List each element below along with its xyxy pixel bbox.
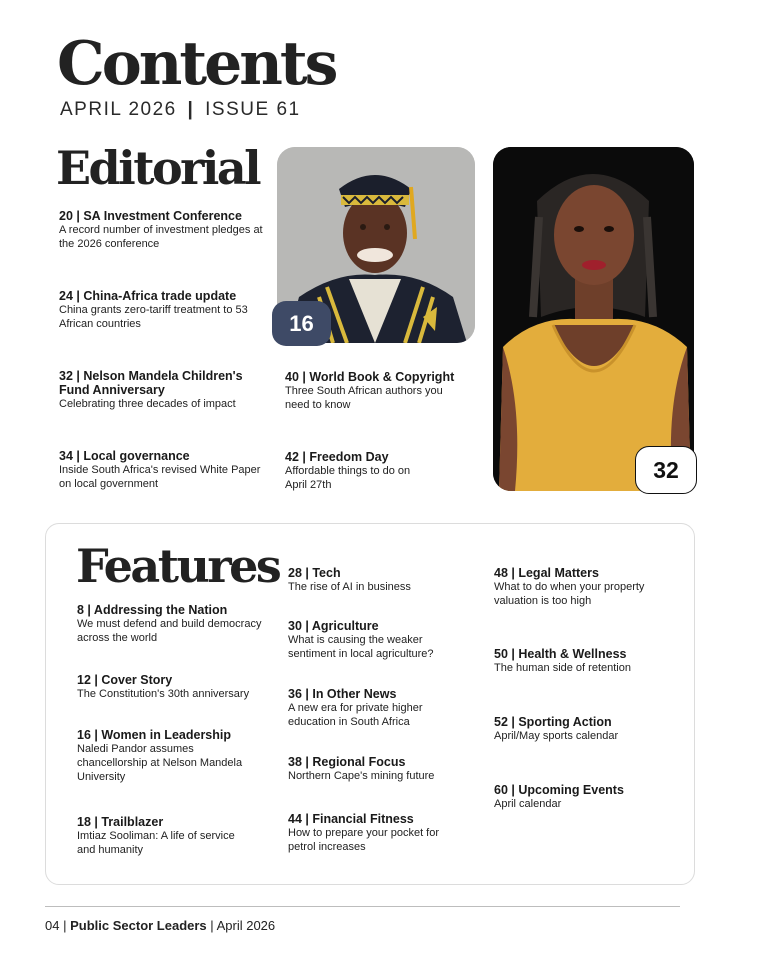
features-entry[interactable] bbox=[288, 755, 468, 783]
entry-description: Three South African authors you need to know bbox=[285, 385, 443, 411]
entry-title: 12 | Cover Story bbox=[77, 673, 173, 687]
entry-description: What to do when your property valuation is too high bbox=[494, 581, 645, 607]
entry-title: 40 | World Book & Copyright bbox=[285, 370, 455, 384]
entry-description: April/May sports calendar bbox=[494, 730, 619, 742]
footer-rule bbox=[45, 906, 680, 907]
entry-title: 24 | China-Africa trade update bbox=[59, 289, 237, 303]
entry-title: 42 | Freedom Day bbox=[285, 450, 389, 464]
issue-number: ISSUE 61 bbox=[205, 99, 301, 120]
entry-description: A record number of investment pledges at the 2026 conference bbox=[59, 224, 263, 250]
entry-description: China grants zero-tariff treatment to 53 African countries bbox=[59, 304, 248, 330]
entry-description: What is causing the weaker sentiment in local agriculture? bbox=[288, 634, 434, 660]
issue-separator: | bbox=[187, 99, 195, 120]
entry-description: A new era for private higher education in South Africa bbox=[288, 702, 423, 728]
issue-month: APRIL 2026 bbox=[60, 99, 177, 120]
page-badge-32: 32 bbox=[635, 446, 697, 494]
entry-title: 50 | Health & Wellness bbox=[494, 647, 627, 661]
entry-description: Celebrating three decades of impact bbox=[59, 398, 236, 410]
entry-description: Naledi Pandor assumes chancellorship at Nelson Mandela University bbox=[77, 743, 243, 783]
entry-description: Affordable things to do on April 27th bbox=[285, 465, 411, 491]
issue-line bbox=[60, 98, 301, 122]
entry-description: How to prepare your pocket for petrol increases bbox=[288, 827, 440, 853]
features-entry[interactable] bbox=[77, 815, 267, 857]
features-entry[interactable] bbox=[494, 566, 674, 608]
entry-title: 18 | Trailblazer bbox=[77, 815, 164, 829]
entry-title: 44 | Financial Fitness bbox=[288, 812, 414, 826]
features-entry[interactable] bbox=[288, 812, 468, 854]
entry-description: April calendar bbox=[494, 798, 562, 810]
entry-title: 8 | Addressing the Nation bbox=[77, 603, 228, 617]
page-badge-16: 16 bbox=[272, 301, 331, 346]
footer-separator: | bbox=[63, 918, 67, 933]
features-entry[interactable] bbox=[288, 619, 468, 661]
entry-title: 28 | Tech bbox=[288, 566, 341, 580]
features-entry[interactable] bbox=[77, 673, 267, 701]
entry-description: The Constitution's 30th anniversary bbox=[77, 688, 250, 700]
page-title: Contents bbox=[57, 29, 336, 99]
editorial-heading: Editorial bbox=[56, 141, 260, 195]
features-entry[interactable] bbox=[494, 783, 674, 811]
entry-title: 20 | SA Investment Conference bbox=[59, 209, 242, 223]
footer-separator: | bbox=[210, 918, 214, 933]
entry-title: 38 | Regional Focus bbox=[288, 755, 406, 769]
entry-description: Imtiaz Sooliman: A life of service and humanity bbox=[77, 830, 235, 856]
entry-title: 48 | Legal Matters bbox=[494, 566, 599, 580]
editorial-entry[interactable] bbox=[59, 369, 259, 411]
features-entry[interactable] bbox=[288, 566, 468, 594]
entry-title: 32 | Nelson Mandela Children's Fund Anniversary bbox=[59, 369, 243, 397]
editorial-entry[interactable] bbox=[59, 209, 264, 251]
editorial-entry[interactable] bbox=[285, 450, 465, 492]
entry-title: 16 | Women in Leadership bbox=[77, 728, 231, 742]
entry-description: Inside South Africa's revised White Paper on local government bbox=[59, 464, 261, 490]
entry-title: 34 | Local governance bbox=[59, 449, 190, 463]
entry-description: The rise of AI in business bbox=[288, 581, 411, 593]
entry-description: The human side of retention bbox=[494, 662, 631, 674]
features-entry[interactable] bbox=[77, 603, 267, 645]
entry-title: 30 | Agriculture bbox=[288, 619, 379, 633]
footer bbox=[45, 918, 275, 934]
entry-title: 36 | In Other News bbox=[288, 687, 397, 701]
entry-title: 52 | Sporting Action bbox=[494, 715, 612, 729]
editorial-entry[interactable] bbox=[59, 289, 264, 331]
features-entry[interactable] bbox=[494, 715, 674, 743]
footer-page-number: 04 bbox=[45, 918, 60, 933]
features-heading: Features bbox=[76, 539, 280, 593]
footer-date: April 2026 bbox=[216, 918, 276, 933]
entry-description: We must defend and build democracy across the world bbox=[77, 618, 262, 644]
features-entry[interactable] bbox=[288, 687, 468, 729]
features-entry[interactable] bbox=[494, 647, 674, 675]
footer-publication: Public Sector Leaders bbox=[70, 918, 207, 933]
entry-title: 60 | Upcoming Events bbox=[494, 783, 624, 797]
photo-woman[interactable] bbox=[493, 147, 694, 491]
editorial-entry[interactable] bbox=[285, 370, 465, 412]
features-entry[interactable] bbox=[77, 728, 267, 784]
editorial-entry[interactable] bbox=[59, 449, 264, 491]
entry-description: Northern Cape's mining future bbox=[288, 770, 435, 782]
woman-portrait bbox=[493, 147, 694, 491]
